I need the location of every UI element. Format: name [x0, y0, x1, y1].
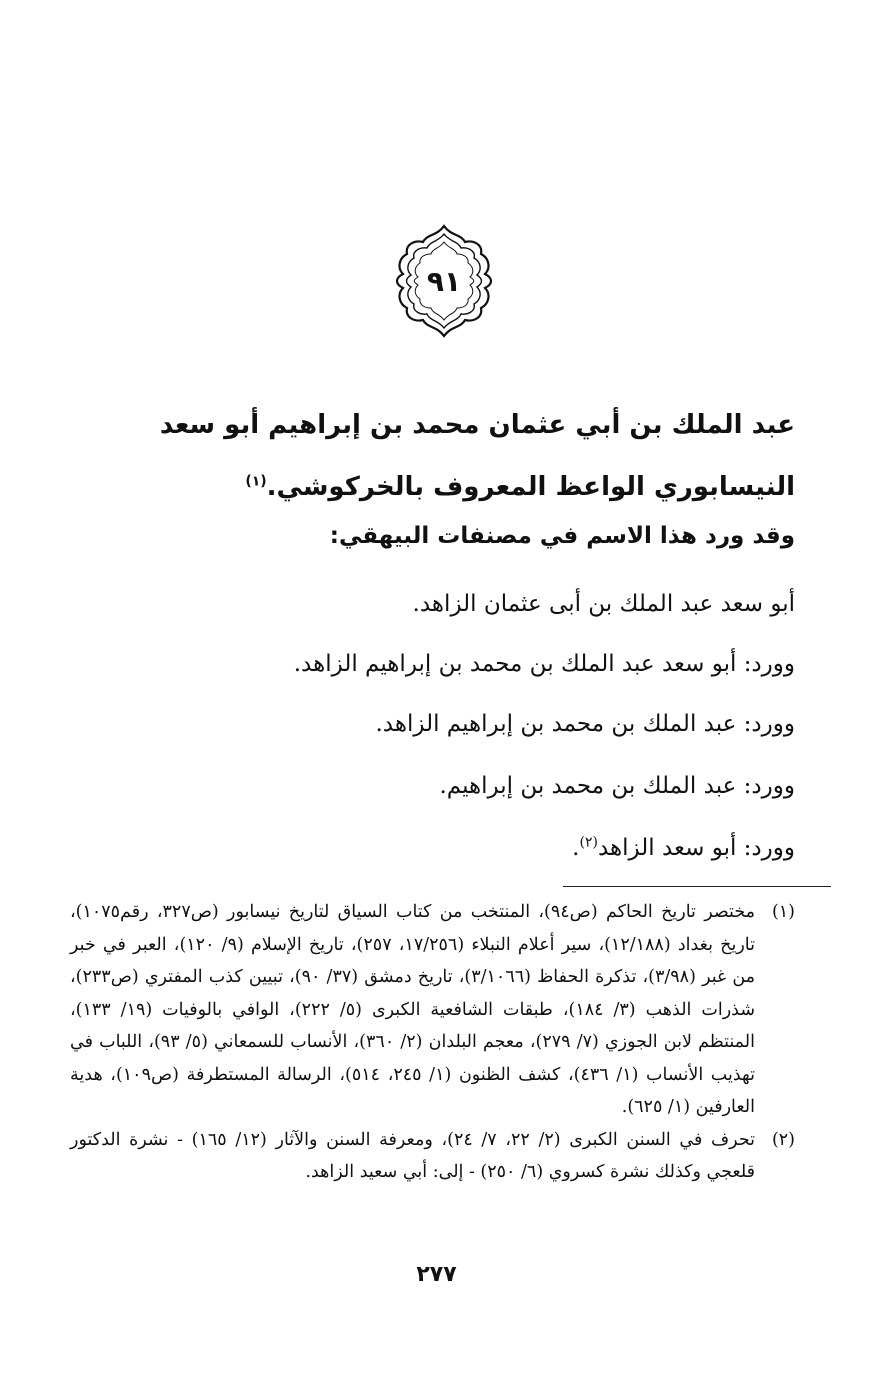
name-variant-5-text: وورد: أبو سعد الزاهد [597, 835, 795, 861]
page-number: ٢٧٧ [416, 1262, 457, 1287]
name-variant-4: وورد: عبد الملك بن محمد بن إبراهيم. [439, 773, 795, 799]
footnote-2 [70, 1124, 795, 1189]
entry-title [60, 394, 795, 518]
entry-number: ٩١ [426, 264, 462, 298]
footnote-1 [70, 896, 795, 1124]
section-subheading: وقد ورد هذا الاسم في مصنفات البيهقي: [329, 523, 795, 549]
footnote-ref-1[interactable]: (١) [245, 473, 267, 490]
footnote-divider [563, 886, 831, 887]
footnote-number: (١) [771, 902, 795, 922]
name-variant-1: أبو سعد عبد الملك بن أبى عثمان الزاهد. [412, 591, 795, 617]
footnote-text: تحرف في السنن الكبرى (٢/ ٢٢، ٧/ ٢٤)، ومعرفة السنن والآثار (١٢/ ١٦٥) - نشرة الدكتور قلعجي وكذلك نشرة كسروي (٦/ ٢٥٠) - إلى: أبي سعيد الزاهد. [70, 1129, 755, 1182]
name-variant-5 [60, 828, 795, 868]
footnote-number: (٢) [771, 1129, 795, 1150]
name-variant-5-end: . [572, 835, 580, 861]
footnotes [70, 896, 795, 1189]
footnote-ref-2[interactable]: (٢) [579, 834, 598, 851]
name-variant-2: وورد: أبو سعد عبد الملك بن محمد بن إبراهيم الزاهد. [293, 651, 795, 677]
footnote-text: مختصر تاريخ الحاكم (ص٩٤)، المنتخب من كتاب السياق لتاريخ نيسابور (ص٣٢٧، رقم١٠٧٥)، تاريخ بغداد (١٢/١٨٨)، سير أعلام النبلاء (١٧/٢٥٦، ٢٥٧)، تاريخ الإسلام (٩/ ١٢٠)، العبر في خبر من غبر (٣/٩٨)، تذكرة الحفاظ (٣/١٠٦٦)، تاريخ دمشق (٣٧/ ٩٠)، تبيين كذب المفتري (ص٢٣٣)، شذرات الذهب (٣/ ١٨٤)، طبقات الشافعية الكبرى (٥/ ٢٢٢)، الوافي بالوفيات (١٩/ ١٣٣)، المنتظم لابن الجوزي (٧/ ٢٧٩)، معجم البلدان (٢/ ٣٦٠)، الأنساب للسمعاني (٥/ ٩٣)، اللباب في تهذيب الأنساب (١/ ٤٣٦)، كشف الظنون (١/ ٢٤٥، ٥١٤)، الرسالة المستطرفة (ص١٠٩)، هدية العارفين (١/ ٦٢٥). [70, 902, 756, 1117]
entry-number-ornament [385, 222, 503, 340]
entry-title-text: عبد الملك بن أبي عثمان محمد بن إبراهيم أبو سعد النيسابوري الواعظ المعروف بالخركوشي. [159, 410, 795, 502]
name-variant-3: وورد: عبد الملك بن محمد بن إبراهيم الزاهد. [375, 711, 795, 737]
